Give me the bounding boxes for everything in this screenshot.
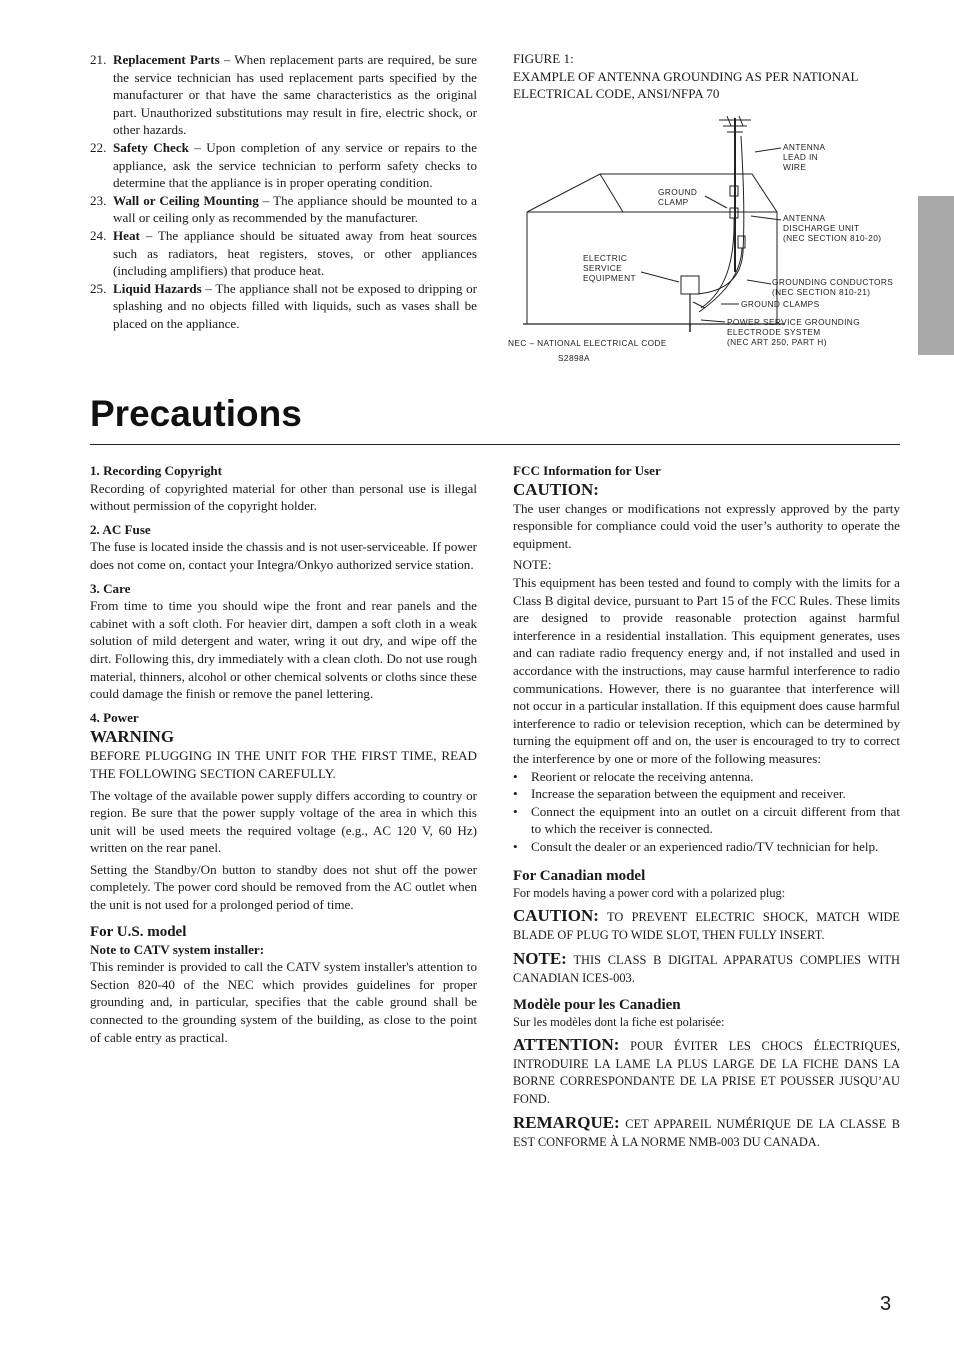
label-electric-service: SERVICE [583, 263, 623, 273]
diagram-labels [508, 142, 893, 363]
label-antenna-lead: ANTENNA [783, 142, 826, 152]
figure-label: FIGURE 1: [513, 51, 574, 66]
label-grounding-conductors: (NEC SECTION 810-21) [772, 287, 871, 297]
canadian-intro: For models having a power cord with a polarized plug: [513, 886, 786, 901]
label-nec-legend: NEC – NATIONAL ELECTRICAL CODE [508, 338, 667, 348]
safety-item-text: – When replacement parts are required, be sure the service technician has used replacement parts specified by the manufacturer or that have the same characteristics as the original part. Unauthorized substitutions may result in fire, electric shock, or other hazards. [113, 52, 477, 138]
safety-item-24: 24. Heat – The appliance should be situated away from heat sources such as radiators, heat registers, stoves, or other appliances (including amplifiers) that produce heat. [90, 227, 477, 279]
label-electrode-system: ELECTRODE SYSTEM [727, 327, 821, 337]
modele-canadien-heading: Modèle pour les Canadien [513, 997, 681, 1014]
figure-caption [513, 50, 900, 103]
list-item: • Increase the separation between the equipment and receiver. [513, 785, 900, 803]
attention-paragraph [513, 1036, 900, 1108]
standby-text: Setting the Standby/On button to standby does not shut off the power completely. The power cord should be removed from the AC outlet when the unit is not used for a prolonged period of time. [90, 861, 477, 913]
label-discharge-unit: DISCHARGE UNIT [783, 223, 860, 233]
label-grounding-conductors: GROUNDING CONDUCTORS [772, 277, 894, 287]
warning-text: BEFORE PLUGGING IN THE UNIT FOR THE FIRST TIME, READ THE FOLLOWING SECTION CAREFULLY. [90, 748, 477, 781]
page-number: 3 [880, 1293, 892, 1315]
title-rule [90, 444, 900, 445]
fcc-caution-heading: CAUTION: [513, 479, 599, 499]
list-item: • Reorient or relocate the receiving antenna. [513, 768, 900, 786]
safety-item-text: – The appliance should be mounted to a wall or ceiling only as recommended by the manufacturer. [113, 192, 477, 226]
safety-instructions-continued [90, 51, 477, 333]
safety-item-title: Liquid Hazards [113, 280, 202, 296]
fcc-note-heading: NOTE: [513, 557, 552, 573]
care-text: From time to time you should wipe the front and rear panels and the cabinet with a soft cloth. For heavier dirt, dampen a soft cloth in a weak solution of mild detergent and water, wring it out dry, and wipe off the dirt. Following this, dry immediately with a clean cloth. Do not use rough material, thinners, alcohol or other chemical solvents or cloths since these could damage the finish or remove the panel lettering. [90, 598, 477, 702]
label-antenna-lead: WIRE [783, 162, 807, 172]
antenna-grounding-diagram [505, 112, 905, 368]
power-heading: 4. Power [90, 709, 139, 725]
safety-item-title: Wall or Ceiling Mounting [113, 192, 259, 208]
list-item: • Consult the dealer or an experienced radio/TV technician for help. [513, 838, 900, 856]
canadian-note [513, 950, 900, 987]
label-ground-clamps: GROUND CLAMPS [741, 299, 820, 309]
label-discharge-unit: ANTENNA [783, 213, 826, 223]
attention-label: ATTENTION: [513, 1035, 620, 1055]
remarque-text: CET APPAREIL NUMÉRIQUE DE LA CLASSE B EST CONFORME À LA NORME NMB-003 DU CANADA. [513, 1117, 900, 1149]
label-electric-service: ELECTRIC [583, 253, 628, 263]
safety-item-25: 25. Liquid Hazards – The appliance shall not be exposed to dripping or splashing and no objects filled with liquids, such as vases shall be placed on the appliance. [90, 280, 477, 331]
precautions-right-column [513, 462, 900, 1152]
safety-item-title: Safety Check [113, 139, 189, 155]
power-text: The voltage of the available power supply differs according to country or region. Be sure that the power supply voltage of the area in which this unit will be used meets the required voltage (e.g., AC 120 V, 60 Hz) written on the rear panel. [90, 787, 477, 856]
safety-item-text: – The appliance shall not be exposed to dripping or splashing and no objects filled with liquids, such as vases shall be placed on the appliance. [113, 280, 477, 331]
attention-text: POUR ÉVITER LES CHOCS ÉLECTRIQUES, INTRODUIRE LA LAME LA PLUS LARGE DE LA FICHE DANS LA BORNE CORRESPONDANTE DE LA PRISE ET POUSSER JUSQU’AU FOND. [513, 1039, 900, 1106]
fcc-note-text: This equipment has been tested and found to comply with the limits for a Class B digital device, pursuant to Part 15 of the FCC Rules. These limits are designed to provide reasonable protection against harmful interference in a residential installation. This equipment generates, uses and can radiate radio frequency energy and, if not installed and used in accordance with the instructions, may cause harmful interference to radio communications. However, there is no guarantee that interference will not occur in a particular installation. If this equipment does cause harmful interference to radio or television reception, which can be determined by turning the equipment off and on, the user is encouraged to try to correct the interference by one or more of the following measures: [513, 574, 900, 766]
canadian-model-heading: For Canadian model [513, 868, 646, 885]
label-electrode-system: POWER SERVICE GROUNDING [727, 317, 861, 327]
catv-text: This reminder is provided to call the CATV system installer's attention to Section 820-40 of the NEC which provides guidelines for proper grounding and, in particular, specifies that the cable ground shall be connected to the grounding system of the building, as close to the point of cable entry as practical. [90, 959, 477, 1045]
remarque-label: REMARQUE: [513, 1113, 620, 1133]
note-label: NOTE: [513, 949, 567, 969]
ac-fuse-text: The fuse is located inside the chassis and is not user-serviceable. If power does not come on, contact your Integra/Onkyo authorized service station. [90, 539, 477, 572]
modele-canadien-intro: Sur les modèles dont la fiche est polarisée: [513, 1015, 725, 1030]
safety-item-title: Replacement Parts [113, 52, 220, 67]
label-figure-code: S2898A [558, 353, 590, 363]
safety-item-text: – Upon completion of any service or repairs to the appliance, ask the service technician to perform safety checks to determine that the appliance is in proper operating condition. [113, 139, 478, 191]
fcc-measures-list [513, 768, 900, 856]
list-item: • Connect the equipment into an outlet on a circuit different from that to which the receiver is connected. [513, 803, 900, 838]
recording-copyright-text: Recording of copyrighted material for other than personal use is illegal without permission of the copyright holder. [90, 480, 477, 514]
label-ground-clamp: GROUND [658, 187, 698, 197]
label-antenna-lead: LEAD IN [783, 152, 819, 162]
figure-title: EXAMPLE OF ANTENNA GROUNDING AS PER NATIONAL ELECTRICAL CODE, ANSI/NFPA 70 [513, 68, 859, 102]
page-title: Precautions [90, 393, 302, 434]
recording-copyright-heading: 1. Recording Copyright [90, 463, 223, 478]
label-electric-service: EQUIPMENT [583, 273, 636, 283]
warning-heading: WARNING [90, 727, 175, 747]
ac-fuse-heading: 2. AC Fuse [90, 521, 151, 537]
electric-service-equipment [681, 276, 699, 294]
safety-item-23: 23. Wall or Ceiling Mounting – The appliance should be mounted to a wall or ceiling only as recommended by the manufacturer. [90, 192, 477, 226]
safety-item-22: 22. Safety Check – Upon completion of any service or repairs to the appliance, ask the service technician to perform safety checks to determine that the appliance is in proper operating condition. [90, 139, 478, 191]
fcc-caution-text: The user changes or modifications not expressly approved by the party responsible for compliance could void the user’s authority to operate the equipment. [513, 500, 900, 551]
label-electrode-system: (NEC ART 250, PART H) [727, 337, 827, 347]
remarque-paragraph [513, 1114, 900, 1151]
canadian-caution [513, 907, 900, 944]
grounding-conductor [701, 218, 734, 308]
caution-text: TO PREVENT ELECTRIC SHOCK, MATCH WIDE BLADE OF PLUG TO WIDE SLOT, THEN FULLY INSERT. [513, 910, 900, 942]
safety-item-title: Heat [113, 227, 140, 243]
caution-label: CAUTION: [513, 906, 599, 926]
label-ground-clamp: CLAMP [658, 197, 689, 207]
label-discharge-unit: (NEC SECTION 810-20) [783, 233, 882, 243]
us-model-heading: For U.S. model [90, 923, 187, 940]
care-heading: 3. Care [90, 580, 131, 596]
note-text: THIS CLASS B DIGITAL APPARATUS COMPLIES WITH CANADIAN ICES-003. [513, 953, 900, 985]
safety-item-21: 21. Replacement Parts – When replacement parts are required, be sure the service technician has used replacement parts specified by the manufacturer or that have the same characteristics as the original part. Unauthorized substitutions may result in fire, electric shock, or other hazards. [90, 52, 477, 138]
house-roof [527, 174, 777, 212]
fcc-heading: FCC Information for User [513, 463, 661, 478]
precautions-left-column [90, 462, 477, 1046]
catv-heading: Note to CATV system installer: [90, 941, 265, 957]
safety-item-text: – The appliance should be situated away from heat sources such as radiators, heat registers, stoves, or other appliances (including amplifiers) that produce heat. [113, 227, 477, 279]
section-tab [918, 196, 954, 355]
